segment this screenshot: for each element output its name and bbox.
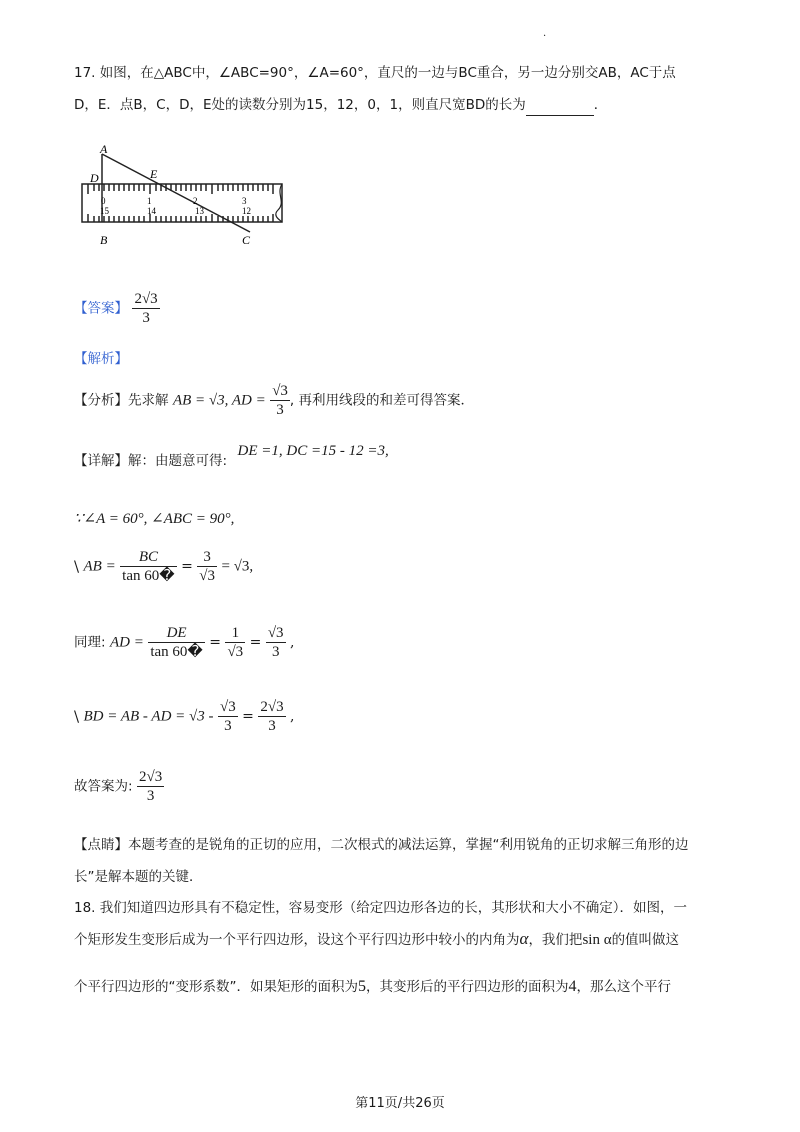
- label-A: A: [100, 142, 108, 156]
- step3-frac1: [148, 624, 204, 661]
- dianjing-tag: 【点睛】: [74, 837, 128, 853]
- tick-top-0: 0: [101, 196, 106, 206]
- ruler-triangle-figure: [80, 136, 300, 248]
- q18-line3: [74, 976, 671, 998]
- step3-line: [74, 624, 294, 661]
- tick-bottom-12: 12: [242, 206, 251, 216]
- q18-line2-c: 的值叫做这: [611, 932, 680, 948]
- xiangjie-tag: 【详解】: [74, 453, 128, 469]
- answer-num: 2√3: [134, 291, 158, 307]
- xiangjie-expr: DE =1, DC =15 - 12 =3,: [237, 443, 389, 459]
- q18-four: 4: [568, 978, 577, 995]
- q18-sin-alpha: sin α: [582, 932, 612, 948]
- answer-fraction: [132, 290, 159, 327]
- step3-f1n: DE: [166, 625, 187, 641]
- step4-f1n: √3: [219, 699, 236, 715]
- q18-line1: 18. 我们知道四边形具有不稳定性，容易变形（给定四边形各边的长，其形状和大小不确定）．如图，一: [74, 900, 688, 916]
- answer-den: 3: [132, 308, 159, 327]
- step4-tail: ,: [290, 708, 295, 725]
- dianjing-line2: 长”是解本题的关键．: [74, 869, 203, 885]
- q17-line2-text: D，E．点B，C，D，E处的读数分别为15，12，0，1，则直尺宽BD的长为: [74, 97, 526, 113]
- step2-line: [74, 548, 253, 585]
- step3-frac3: [266, 624, 286, 661]
- fenxi-fraction: [270, 382, 290, 419]
- label-C: C: [242, 233, 251, 247]
- step3-lead: 同理:: [74, 634, 106, 651]
- answer-line: [74, 290, 160, 327]
- answer-blank: [526, 101, 594, 116]
- step2-lhs: AB =: [83, 558, 116, 575]
- q17-line2: [74, 94, 607, 116]
- fenxi-post: , 再利用线段的和差可得答案．: [289, 392, 475, 409]
- page-footer: 第11页/共26页: [355, 1096, 445, 1111]
- step2-tail: = √3,: [221, 558, 254, 575]
- fenxi-pre: 先求解: [128, 392, 169, 409]
- conclusion-line: [74, 768, 164, 805]
- q17-line1: 17. 如图，在△ABC中，∠ABC=90°，∠A=60°，直尺的一边与BC重合，另一边分别交AB，AC于点: [74, 65, 676, 81]
- tick-top-2: 2: [193, 196, 198, 206]
- q18-line2-a: 个矩形发生变形后成为一个平行四边形，设这个平行四边形中较小的内角为: [74, 932, 520, 948]
- step1-line: ∵∠A = 60°, ∠ABC = 90°,: [74, 511, 235, 527]
- step3-f3d: 3: [266, 642, 286, 661]
- step2-f1d: tan 60�: [122, 568, 175, 584]
- step3-tail: ,: [290, 634, 295, 651]
- ruler-body: [82, 184, 282, 222]
- step4-lead: \: [74, 707, 80, 726]
- q18-line3-c: ，那么这个平行: [576, 979, 671, 995]
- tick-bottom-13: 13: [195, 206, 204, 216]
- q18-five: 5: [358, 978, 366, 995]
- conclusion-den: 3: [137, 786, 164, 805]
- step2-f2n: 3: [203, 549, 211, 565]
- q18-line3-b: ，其变形后的平行四边形的面积为: [366, 979, 569, 995]
- fenxi-tag: 【分析】: [74, 392, 128, 409]
- q17-line2-end: ．: [593, 97, 608, 113]
- conclusion-fraction: [137, 768, 164, 805]
- step4-f2d: 3: [258, 716, 285, 735]
- dianjing-line1: [74, 834, 689, 856]
- fenxi-frac-num: √3: [272, 383, 288, 399]
- step2-eq: =: [181, 558, 193, 575]
- step4-eq: =: [242, 708, 254, 725]
- xiangjie-line: [74, 443, 389, 472]
- dianjing-text1: 本题考查的是锐角的正切的应用，二次根式的减法运算，掌握“利用锐角的正切求解三角形的边: [128, 837, 689, 853]
- fenxi-frac-den: 3: [270, 400, 290, 419]
- step2-f1n: BC: [138, 549, 158, 565]
- answer-tag: 【答案】: [74, 300, 128, 317]
- tick-top-3: 3: [242, 196, 247, 206]
- step2-f2d: √3: [199, 568, 216, 584]
- step4-lhs: BD = AB - AD = √3 -: [83, 708, 214, 725]
- fenxi-expr: AB = √3, AD =: [172, 392, 266, 409]
- step3-f2d: √3: [227, 644, 244, 660]
- label-D: D: [90, 171, 99, 185]
- step4-frac1: [218, 698, 238, 735]
- q18-line2-b: ，我们把: [528, 932, 583, 948]
- step3-f2n: 1: [231, 625, 240, 641]
- step3-frac2: [225, 624, 245, 661]
- tick-top-1: 1: [147, 196, 152, 206]
- step3-eq2: =: [249, 634, 262, 651]
- step2-frac2: [197, 548, 217, 585]
- q18-line3-a: 个平行四边形的“变形系数”．如果矩形的面积为: [74, 979, 358, 995]
- conclusion-text: 故答案为:: [74, 778, 133, 795]
- step3-eq: =: [209, 634, 221, 651]
- label-E: E: [150, 167, 158, 181]
- label-B: B: [100, 233, 108, 247]
- tick-bottom-14: 14: [147, 206, 156, 216]
- step3-f1d: tan 60�: [150, 644, 203, 660]
- q18-line2: [74, 928, 679, 951]
- analysis-tag: 【解析】: [74, 351, 128, 367]
- step2-lead: \: [74, 557, 80, 576]
- top-mark: .: [543, 28, 547, 39]
- step3-lhs: AD =: [110, 634, 144, 651]
- q18-alpha: α: [519, 929, 529, 948]
- step4-frac2: [258, 698, 285, 735]
- step4-line: [74, 698, 294, 735]
- tick-bottom-15: 15: [100, 206, 109, 216]
- conclusion-num: 2√3: [139, 769, 163, 785]
- step4-f2n: 2√3: [260, 699, 284, 715]
- step3-f3n: √3: [267, 625, 284, 641]
- step2-frac1: [120, 548, 176, 585]
- step4-f1d: 3: [218, 716, 238, 735]
- fenxi-line: [74, 382, 474, 419]
- xiangjie-text: 解：由题意可得:: [128, 453, 228, 469]
